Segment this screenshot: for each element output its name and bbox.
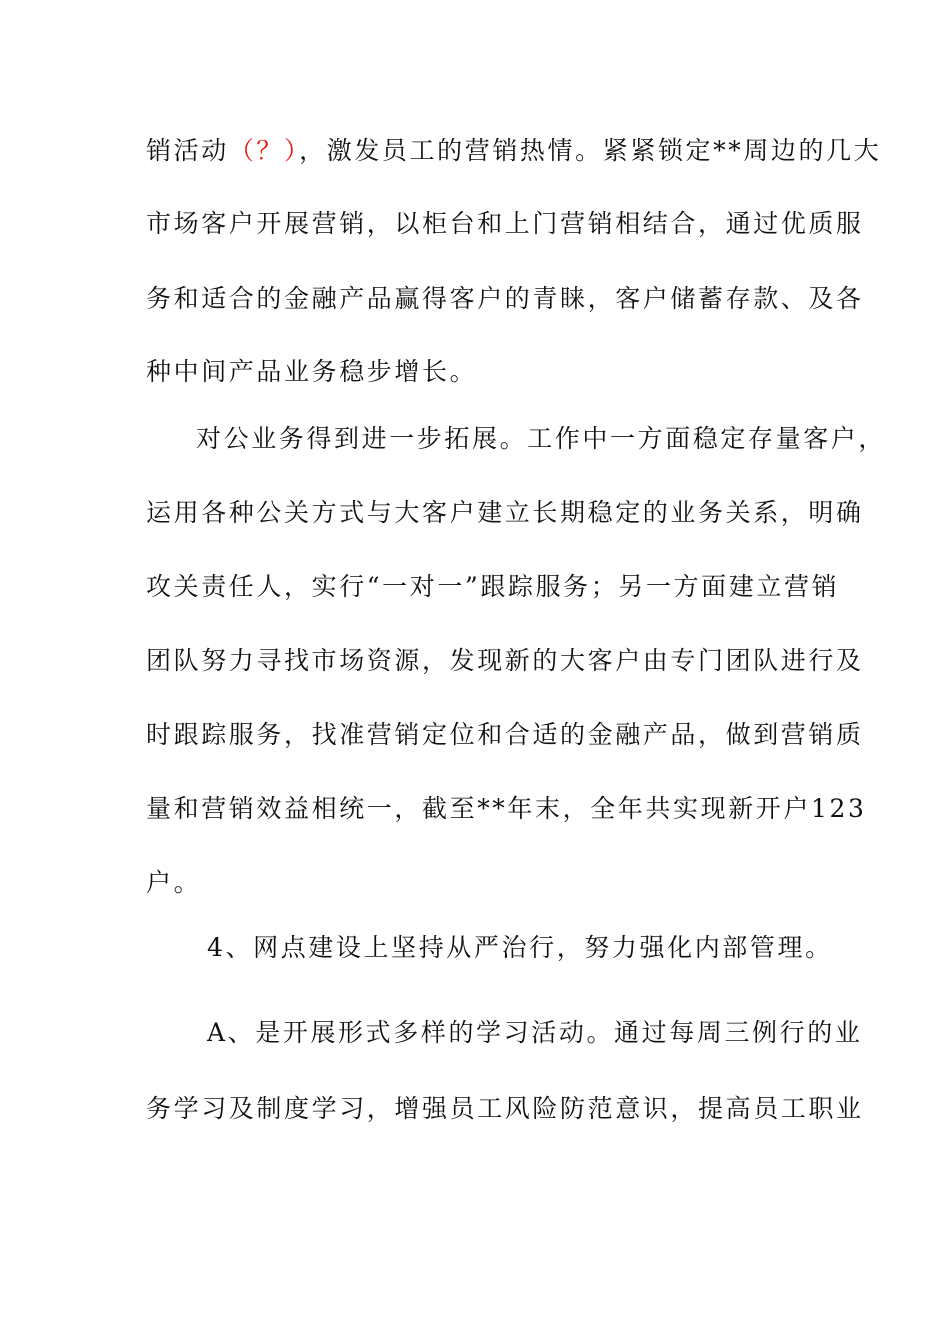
paragraph1-line1-prefix: 销活动 [146,136,229,165]
paragraph2-line7: 户。 [146,868,202,897]
question-marker: （？） [228,136,300,165]
paragraph1-line1-suffix: ，激发员工的营销热情。紧紧锁定**周边的几大 [299,136,882,165]
paragraph1-line3: 务和适合的金融产品赢得客户的青睐，客户储蓄存款、及各 [146,284,864,313]
paragraph2-line6: 量和营销效益相统一，截至**年末，全年共实现新开户123 [146,794,867,823]
section-heading-4: 4、网点建设上坚持从严治行，努力强化内部管理。 [207,933,833,962]
paragraph1-line1 [146,131,882,171]
paragraph2-line2: 运用各种公关方式与大客户建立长期稳定的业务关系，明确 [146,498,864,527]
paragraphA-line1: A、是开展形式多样的学习活动。通过每周三例行的业 [207,1018,863,1047]
paragraph2-line4: 团队努力寻找市场资源，发现新的大客户由专门团队进行及 [146,646,864,675]
paragraph1-line2: 市场客户开展营销，以柜台和上门营销相结合，通过优质服 [146,209,864,238]
paragraph2-line1: 对公业务得到进一步拓展。工作中一方面稳定存量客户， [196,424,887,453]
paragraph2-line3: 攻关责任人，实行“一对一”跟踪服务；另一方面建立营销 [146,572,840,601]
paragraph1-line4: 种中间产品业务稳步增长。 [146,357,478,386]
paragraphA-line2: 务学习及制度学习，增强员工风险防范意识，提高员工职业 [146,1094,864,1123]
paragraph2-line5: 时跟踪服务，找准营销定位和合适的金融产品，做到营销质 [146,720,864,749]
